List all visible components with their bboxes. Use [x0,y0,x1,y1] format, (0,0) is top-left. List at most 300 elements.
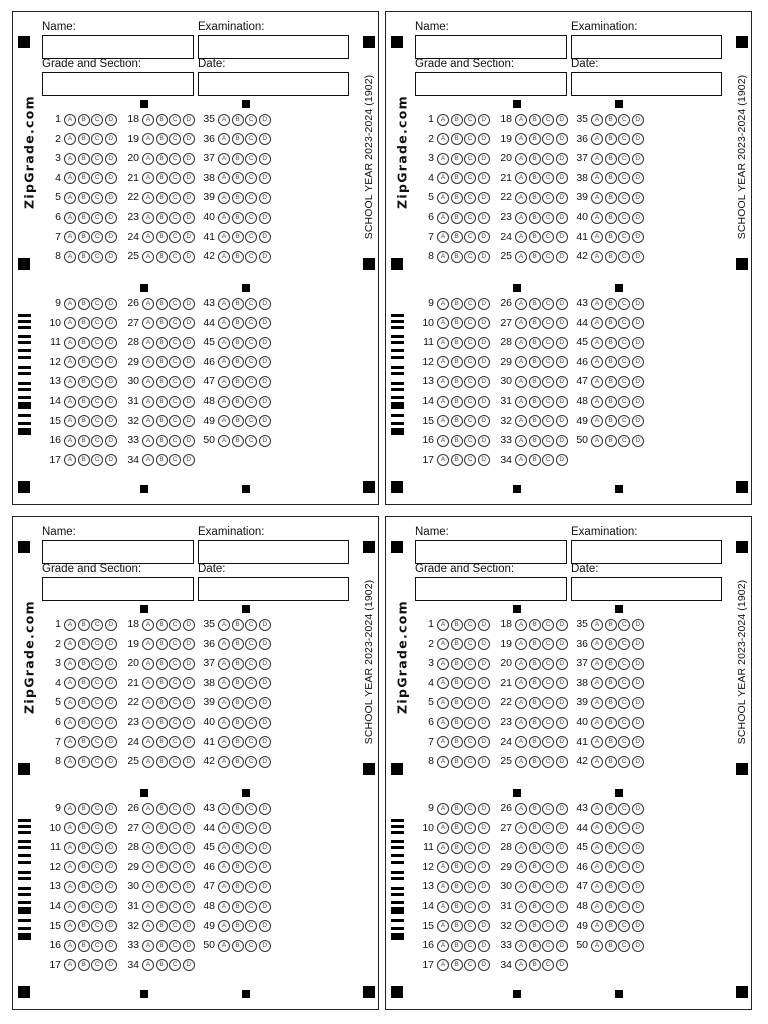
answer-bubble-c[interactable]: C [618,153,630,165]
answer-bubble-b[interactable]: B [232,920,244,932]
answer-bubble-b[interactable]: B [78,901,90,913]
answer-bubble-b[interactable]: B [156,881,168,893]
answer-bubble-c[interactable]: C [464,251,476,263]
answer-bubble-a[interactable]: A [437,959,449,971]
answer-bubble-b[interactable]: B [78,376,90,388]
answer-bubble-d[interactable]: D [556,940,568,952]
answer-bubble-d[interactable]: D [259,803,271,815]
answer-bubble-a[interactable]: A [437,756,449,768]
answer-bubble-a[interactable]: A [218,881,230,893]
answer-bubble-b[interactable]: B [529,114,541,126]
answer-bubble-d[interactable]: D [259,153,271,165]
answer-bubble-d[interactable]: D [478,396,490,408]
answer-bubble-b[interactable]: B [156,356,168,368]
answer-bubble-a[interactable]: A [64,435,76,447]
answer-bubble-a[interactable]: A [64,415,76,427]
answer-bubble-a[interactable]: A [591,298,603,310]
answer-bubble-c[interactable]: C [91,231,103,243]
answer-bubble-c[interactable]: C [245,861,257,873]
answer-bubble-c[interactable]: C [169,337,181,349]
answer-bubble-a[interactable]: A [591,822,603,834]
answer-bubble-a[interactable]: A [64,376,76,388]
answer-bubble-d[interactable]: D [259,822,271,834]
answer-bubble-d[interactable]: D [183,861,195,873]
answer-bubble-b[interactable]: B [451,356,463,368]
answer-bubble-d[interactable]: D [259,435,271,447]
answer-bubble-c[interactable]: C [542,822,554,834]
answer-bubble-a[interactable]: A [591,940,603,952]
answer-bubble-d[interactable]: D [183,212,195,224]
answer-bubble-d[interactable]: D [632,114,644,126]
answer-bubble-c[interactable]: C [245,251,257,263]
answer-bubble-d[interactable]: D [478,861,490,873]
answer-bubble-b[interactable]: B [232,435,244,447]
answer-bubble-c[interactable]: C [91,881,103,893]
answer-bubble-c[interactable]: C [169,677,181,689]
answer-bubble-c[interactable]: C [464,212,476,224]
answer-bubble-d[interactable]: D [632,337,644,349]
answer-bubble-a[interactable]: A [64,697,76,709]
answer-bubble-d[interactable]: D [632,822,644,834]
answer-bubble-c[interactable]: C [245,192,257,204]
answer-bubble-b[interactable]: B [451,435,463,447]
answer-bubble-b[interactable]: B [78,619,90,631]
answer-bubble-a[interactable]: A [591,251,603,263]
answer-bubble-c[interactable]: C [169,861,181,873]
answer-bubble-b[interactable]: B [529,356,541,368]
answer-bubble-d[interactable]: D [259,658,271,670]
answer-bubble-c[interactable]: C [542,376,554,388]
answer-bubble-a[interactable]: A [218,638,230,650]
answer-bubble-c[interactable]: C [245,133,257,145]
answer-bubble-d[interactable]: D [259,736,271,748]
answer-bubble-d[interactable]: D [259,212,271,224]
answer-bubble-d[interactable]: D [556,619,568,631]
answer-bubble-c[interactable]: C [542,212,554,224]
answer-bubble-c[interactable]: C [169,454,181,466]
name-field[interactable] [415,35,567,59]
answer-bubble-d[interactable]: D [183,337,195,349]
answer-bubble-b[interactable]: B [529,454,541,466]
answer-bubble-c[interactable]: C [245,337,257,349]
answer-bubble-c[interactable]: C [169,940,181,952]
answer-bubble-c[interactable]: C [169,822,181,834]
answer-bubble-b[interactable]: B [156,376,168,388]
answer-bubble-a[interactable]: A [591,192,603,204]
answer-bubble-c[interactable]: C [91,822,103,834]
answer-bubble-a[interactable]: A [142,658,154,670]
answer-bubble-a[interactable]: A [515,153,527,165]
answer-bubble-b[interactable]: B [605,756,617,768]
answer-bubble-b[interactable]: B [529,619,541,631]
answer-bubble-b[interactable]: B [605,133,617,145]
answer-bubble-b[interactable]: B [529,251,541,263]
answer-bubble-b[interactable]: B [78,861,90,873]
answer-bubble-a[interactable]: A [515,803,527,815]
answer-bubble-b[interactable]: B [451,231,463,243]
answer-bubble-b[interactable]: B [529,881,541,893]
answer-bubble-b[interactable]: B [232,677,244,689]
answer-bubble-b[interactable]: B [605,251,617,263]
answer-bubble-d[interactable]: D [105,842,117,854]
answer-bubble-a[interactable]: A [142,619,154,631]
answer-bubble-d[interactable]: D [259,231,271,243]
answer-bubble-c[interactable]: C [91,415,103,427]
answer-bubble-d[interactable]: D [478,231,490,243]
answer-bubble-b[interactable]: B [78,454,90,466]
answer-bubble-b[interactable]: B [529,435,541,447]
answer-bubble-b[interactable]: B [451,920,463,932]
answer-bubble-a[interactable]: A [64,756,76,768]
answer-bubble-a[interactable]: A [218,231,230,243]
answer-bubble-c[interactable]: C [464,697,476,709]
answer-bubble-a[interactable]: A [515,231,527,243]
answer-bubble-a[interactable]: A [218,842,230,854]
answer-bubble-c[interactable]: C [542,317,554,329]
answer-bubble-a[interactable]: A [218,396,230,408]
answer-bubble-c[interactable]: C [464,415,476,427]
answer-bubble-b[interactable]: B [529,920,541,932]
answer-bubble-d[interactable]: D [105,619,117,631]
answer-bubble-b[interactable]: B [156,133,168,145]
answer-bubble-d[interactable]: D [183,842,195,854]
answer-bubble-c[interactable]: C [91,298,103,310]
answer-bubble-d[interactable]: D [105,356,117,368]
answer-bubble-b[interactable]: B [78,822,90,834]
answer-bubble-b[interactable]: B [78,940,90,952]
answer-bubble-a[interactable]: A [515,317,527,329]
answer-bubble-b[interactable]: B [605,901,617,913]
answer-bubble-a[interactable]: A [142,842,154,854]
answer-bubble-a[interactable]: A [591,396,603,408]
answer-bubble-d[interactable]: D [556,356,568,368]
answer-bubble-a[interactable]: A [437,133,449,145]
answer-bubble-c[interactable]: C [542,940,554,952]
answer-bubble-d[interactable]: D [105,298,117,310]
answer-bubble-c[interactable]: C [542,133,554,145]
answer-bubble-c[interactable]: C [245,435,257,447]
answer-bubble-a[interactable]: A [142,435,154,447]
answer-bubble-c[interactable]: C [91,842,103,854]
answer-bubble-a[interactable]: A [142,356,154,368]
answer-bubble-a[interactable]: A [218,415,230,427]
answer-bubble-b[interactable]: B [78,415,90,427]
answer-bubble-d[interactable]: D [105,861,117,873]
answer-bubble-b[interactable]: B [605,803,617,815]
answer-bubble-b[interactable]: B [232,822,244,834]
answer-bubble-d[interactable]: D [183,658,195,670]
answer-bubble-d[interactable]: D [259,861,271,873]
answer-bubble-d[interactable]: D [556,114,568,126]
answer-bubble-b[interactable]: B [605,192,617,204]
answer-bubble-a[interactable]: A [218,192,230,204]
answer-bubble-a[interactable]: A [64,133,76,145]
answer-bubble-a[interactable]: A [64,231,76,243]
answer-bubble-d[interactable]: D [556,881,568,893]
answer-bubble-a[interactable]: A [142,717,154,729]
answer-bubble-d[interactable]: D [556,298,568,310]
answer-bubble-a[interactable]: A [218,717,230,729]
answer-bubble-c[interactable]: C [245,153,257,165]
answer-bubble-c[interactable]: C [169,920,181,932]
answer-bubble-b[interactable]: B [156,822,168,834]
answer-bubble-d[interactable]: D [105,317,117,329]
answer-bubble-d[interactable]: D [632,697,644,709]
answer-bubble-b[interactable]: B [451,172,463,184]
answer-bubble-b[interactable]: B [529,337,541,349]
answer-bubble-b[interactable]: B [529,901,541,913]
answer-bubble-b[interactable]: B [605,231,617,243]
grade-section-field[interactable] [415,577,567,601]
answer-bubble-d[interactable]: D [556,920,568,932]
answer-bubble-b[interactable]: B [529,861,541,873]
answer-bubble-d[interactable]: D [632,153,644,165]
answer-bubble-b[interactable]: B [156,317,168,329]
answer-bubble-c[interactable]: C [542,677,554,689]
answer-bubble-a[interactable]: A [591,756,603,768]
answer-bubble-b[interactable]: B [605,153,617,165]
answer-bubble-a[interactable]: A [591,658,603,670]
answer-bubble-c[interactable]: C [245,376,257,388]
answer-bubble-b[interactable]: B [451,717,463,729]
answer-bubble-b[interactable]: B [529,317,541,329]
answer-bubble-d[interactable]: D [478,435,490,447]
answer-bubble-b[interactable]: B [232,356,244,368]
answer-bubble-b[interactable]: B [156,172,168,184]
answer-bubble-d[interactable]: D [632,415,644,427]
answer-bubble-d[interactable]: D [105,717,117,729]
grade-section-field[interactable] [42,72,194,96]
answer-bubble-a[interactable]: A [64,356,76,368]
examination-field[interactable] [198,35,349,59]
answer-bubble-d[interactable]: D [632,881,644,893]
answer-bubble-b[interactable]: B [529,231,541,243]
answer-bubble-d[interactable]: D [632,192,644,204]
answer-bubble-c[interactable]: C [91,133,103,145]
answer-bubble-c[interactable]: C [245,114,257,126]
answer-bubble-d[interactable]: D [183,376,195,388]
answer-bubble-c[interactable]: C [618,803,630,815]
answer-bubble-a[interactable]: A [437,638,449,650]
answer-bubble-b[interactable]: B [232,251,244,263]
answer-bubble-b[interactable]: B [529,658,541,670]
answer-bubble-c[interactable]: C [464,172,476,184]
answer-bubble-b[interactable]: B [605,212,617,224]
answer-bubble-d[interactable]: D [259,114,271,126]
answer-bubble-c[interactable]: C [542,435,554,447]
answer-bubble-c[interactable]: C [542,396,554,408]
answer-bubble-c[interactable]: C [169,133,181,145]
answer-bubble-a[interactable]: A [591,356,603,368]
answer-bubble-c[interactable]: C [169,756,181,768]
answer-bubble-a[interactable]: A [515,756,527,768]
answer-bubble-a[interactable]: A [64,920,76,932]
answer-bubble-d[interactable]: D [632,842,644,854]
answer-bubble-c[interactable]: C [542,756,554,768]
answer-bubble-d[interactable]: D [478,337,490,349]
answer-bubble-a[interactable]: A [218,251,230,263]
answer-bubble-d[interactable]: D [105,822,117,834]
answer-bubble-c[interactable]: C [169,717,181,729]
answer-bubble-b[interactable]: B [605,881,617,893]
answer-bubble-b[interactable]: B [156,114,168,126]
answer-bubble-a[interactable]: A [142,376,154,388]
answer-bubble-b[interactable]: B [156,756,168,768]
answer-bubble-c[interactable]: C [91,317,103,329]
answer-bubble-b[interactable]: B [156,153,168,165]
answer-bubble-c[interactable]: C [169,842,181,854]
answer-bubble-c[interactable]: C [245,231,257,243]
answer-bubble-b[interactable]: B [232,317,244,329]
answer-bubble-c[interactable]: C [245,356,257,368]
answer-bubble-a[interactable]: A [64,251,76,263]
answer-bubble-a[interactable]: A [64,298,76,310]
answer-bubble-b[interactable]: B [451,842,463,854]
answer-bubble-c[interactable]: C [245,677,257,689]
answer-bubble-b[interactable]: B [529,756,541,768]
answer-bubble-a[interactable]: A [64,736,76,748]
answer-bubble-c[interactable]: C [618,231,630,243]
answer-bubble-b[interactable]: B [156,212,168,224]
answer-bubble-b[interactable]: B [78,697,90,709]
answer-bubble-b[interactable]: B [529,298,541,310]
answer-bubble-a[interactable]: A [591,153,603,165]
answer-bubble-c[interactable]: C [169,736,181,748]
answer-bubble-c[interactable]: C [464,881,476,893]
answer-bubble-b[interactable]: B [451,454,463,466]
answer-bubble-b[interactable]: B [78,717,90,729]
answer-bubble-c[interactable]: C [542,697,554,709]
answer-bubble-a[interactable]: A [591,901,603,913]
answer-bubble-b[interactable]: B [156,638,168,650]
answer-bubble-a[interactable]: A [142,959,154,971]
answer-bubble-c[interactable]: C [245,901,257,913]
answer-bubble-a[interactable]: A [515,415,527,427]
answer-bubble-b[interactable]: B [156,861,168,873]
answer-bubble-c[interactable]: C [618,415,630,427]
answer-bubble-c[interactable]: C [464,756,476,768]
date-field[interactable] [198,72,349,96]
answer-bubble-d[interactable]: D [183,638,195,650]
answer-bubble-a[interactable]: A [515,959,527,971]
answer-bubble-b[interactable]: B [78,396,90,408]
answer-bubble-b[interactable]: B [605,356,617,368]
answer-bubble-b[interactable]: B [451,133,463,145]
answer-bubble-b[interactable]: B [451,317,463,329]
answer-bubble-d[interactable]: D [105,901,117,913]
answer-bubble-c[interactable]: C [91,356,103,368]
answer-bubble-c[interactable]: C [618,133,630,145]
answer-bubble-a[interactable]: A [142,677,154,689]
answer-bubble-b[interactable]: B [78,231,90,243]
answer-bubble-d[interactable]: D [478,251,490,263]
answer-bubble-c[interactable]: C [464,317,476,329]
answer-bubble-c[interactable]: C [542,861,554,873]
answer-bubble-a[interactable]: A [515,920,527,932]
answer-bubble-a[interactable]: A [515,376,527,388]
answer-bubble-a[interactable]: A [64,638,76,650]
answer-bubble-c[interactable]: C [245,212,257,224]
answer-bubble-a[interactable]: A [142,172,154,184]
answer-bubble-d[interactable]: D [105,251,117,263]
answer-bubble-a[interactable]: A [142,251,154,263]
answer-bubble-a[interactable]: A [218,822,230,834]
answer-bubble-d[interactable]: D [556,172,568,184]
answer-bubble-c[interactable]: C [169,212,181,224]
answer-bubble-b[interactable]: B [451,153,463,165]
answer-bubble-a[interactable]: A [515,822,527,834]
answer-bubble-a[interactable]: A [591,638,603,650]
answer-bubble-a[interactable]: A [591,803,603,815]
answer-bubble-a[interactable]: A [64,454,76,466]
answer-bubble-c[interactable]: C [91,697,103,709]
answer-bubble-a[interactable]: A [64,172,76,184]
name-field[interactable] [42,35,194,59]
answer-bubble-b[interactable]: B [451,901,463,913]
answer-bubble-c[interactable]: C [91,861,103,873]
answer-bubble-a[interactable]: A [591,114,603,126]
answer-bubble-c[interactable]: C [245,881,257,893]
answer-bubble-a[interactable]: A [218,376,230,388]
answer-bubble-d[interactable]: D [632,435,644,447]
answer-bubble-c[interactable]: C [618,658,630,670]
answer-bubble-c[interactable]: C [169,396,181,408]
answer-bubble-a[interactable]: A [515,697,527,709]
answer-bubble-c[interactable]: C [245,920,257,932]
answer-bubble-b[interactable]: B [605,842,617,854]
answer-bubble-d[interactable]: D [556,153,568,165]
answer-bubble-b[interactable]: B [232,153,244,165]
answer-bubble-a[interactable]: A [591,212,603,224]
answer-bubble-a[interactable]: A [218,901,230,913]
answer-bubble-b[interactable]: B [451,677,463,689]
answer-bubble-a[interactable]: A [591,842,603,854]
answer-bubble-a[interactable]: A [218,803,230,815]
answer-bubble-d[interactable]: D [478,415,490,427]
answer-bubble-d[interactable]: D [105,803,117,815]
answer-bubble-a[interactable]: A [591,717,603,729]
answer-bubble-b[interactable]: B [78,736,90,748]
answer-bubble-c[interactable]: C [91,337,103,349]
answer-bubble-d[interactable]: D [632,212,644,224]
answer-bubble-b[interactable]: B [78,317,90,329]
answer-bubble-d[interactable]: D [183,756,195,768]
answer-bubble-a[interactable]: A [437,153,449,165]
answer-bubble-b[interactable]: B [232,861,244,873]
answer-bubble-d[interactable]: D [259,619,271,631]
answer-bubble-b[interactable]: B [156,192,168,204]
answer-bubble-d[interactable]: D [556,736,568,748]
answer-bubble-d[interactable]: D [183,697,195,709]
answer-bubble-c[interactable]: C [91,114,103,126]
answer-bubble-c[interactable]: C [245,822,257,834]
answer-bubble-a[interactable]: A [64,842,76,854]
answer-bubble-d[interactable]: D [478,920,490,932]
answer-bubble-c[interactable]: C [542,920,554,932]
answer-bubble-c[interactable]: C [542,842,554,854]
answer-bubble-c[interactable]: C [464,376,476,388]
answer-bubble-c[interactable]: C [245,803,257,815]
answer-bubble-a[interactable]: A [218,697,230,709]
answer-bubble-d[interactable]: D [478,317,490,329]
answer-bubble-d[interactable]: D [105,736,117,748]
answer-bubble-c[interactable]: C [91,638,103,650]
answer-bubble-b[interactable]: B [451,861,463,873]
answer-bubble-a[interactable]: A [437,842,449,854]
answer-bubble-b[interactable]: B [529,415,541,427]
answer-bubble-b[interactable]: B [605,337,617,349]
answer-bubble-d[interactable]: D [556,231,568,243]
